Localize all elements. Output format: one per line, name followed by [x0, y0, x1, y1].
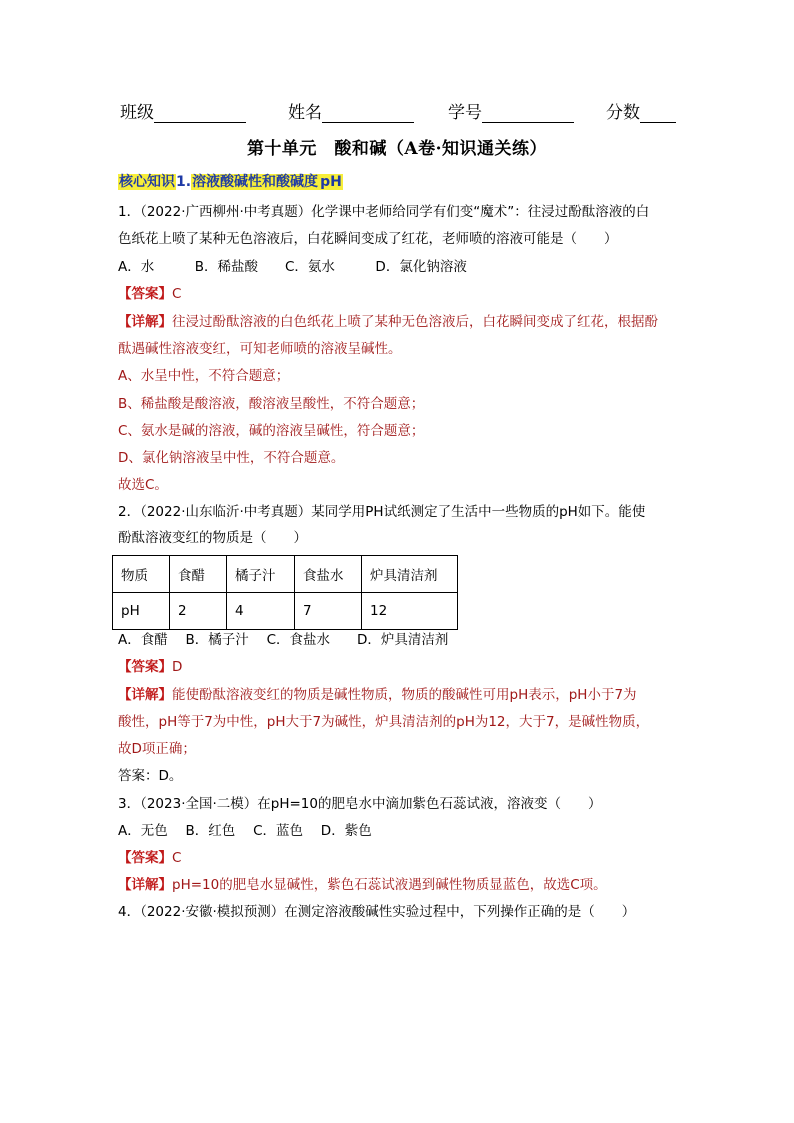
- class-field: [120, 98, 246, 123]
- student-info-header: [120, 98, 680, 122]
- q3-options: A．无色 B．红色 C．蓝色 D．紫色: [118, 823, 372, 839]
- score-blank: [640, 104, 676, 123]
- class-label: 班级: [120, 103, 154, 123]
- section-ph: pH: [320, 174, 342, 190]
- answer-tag: 【答案】: [118, 850, 172, 866]
- table-cell: 2: [170, 593, 227, 630]
- answer-tag: 【答案】: [118, 659, 172, 675]
- name-blank: [322, 104, 414, 123]
- explain-text: 能使酚酞溶液变红的物质是碱性物质，物质的酸碱性可用pH表示，pH小于7为: [172, 687, 637, 703]
- q1-explain-c: C、氨水是碱的溶液，碱的溶液呈碱性，符合题意；: [118, 423, 425, 439]
- q1-answer: [118, 285, 181, 303]
- section-topic: 溶液酸碱性和酸碱度: [192, 174, 319, 190]
- table-cell: 食醋: [170, 556, 227, 593]
- section-heading: [118, 171, 343, 191]
- table-cell: 物质: [113, 556, 170, 593]
- q2-explain-line2: 酸性，pH等于7为中性，pH大于7为碱性，炉具清洁剂的pH为12，大于7，是碱性物质，: [118, 714, 650, 730]
- table-cell: 4: [227, 593, 295, 630]
- answer-value: C: [172, 850, 182, 866]
- student-id-field: [448, 98, 574, 123]
- explain-tag: 【详解】: [118, 314, 172, 330]
- table-cell: pH: [113, 593, 170, 630]
- table-row: [113, 556, 458, 593]
- ph-table: [112, 555, 458, 630]
- q1-options: A．水 B．稀盐酸 C．氨水 D．氯化钠溶液: [118, 259, 467, 275]
- table-cell: 食盐水: [295, 556, 362, 593]
- q3-stem: 3．（2023·全国·二模）在pH=10的肥皂水中滴加紫色石蕊试液，溶液变（ ）: [118, 796, 602, 812]
- q1-explain-d: D、氯化钠溶液呈中性，不符合题意。: [118, 450, 345, 466]
- q2-explain-line3: 故D项正确；: [118, 741, 196, 757]
- answer-tag: 【答案】: [118, 286, 172, 302]
- q1-stem-line1: 1．（2022·广西柳州·中考真题）化学课中老师给同学有们变“魔术”：往浸过酚酞溶液的白: [118, 204, 650, 220]
- name-field: [288, 98, 414, 123]
- name-label: 姓名: [288, 103, 322, 123]
- score-label: 分数: [606, 103, 640, 123]
- explain-text: 往浸过酚酞溶液的白色纸花上喷了某种无色溶液后，白花瞬间变成了红花，根据酚: [172, 314, 658, 330]
- section-lead: 核心知识: [119, 174, 175, 190]
- student-id-blank: [482, 104, 574, 123]
- explain-text: pH=10的肥皂水显碱性，紫色石蕊试液遇到碱性物质显蓝色，故选C项。: [172, 877, 607, 893]
- q1-explain-a: A、水呈中性，不符合题意；: [118, 368, 290, 384]
- unit-title: 第十单元 酸和碱（A卷·知识通关练）: [246, 139, 548, 159]
- table-cell: 橘子汁: [227, 556, 295, 593]
- q2-conclusion: 答案：D。: [118, 768, 183, 784]
- score-field: [606, 98, 676, 123]
- answer-value: C: [172, 286, 182, 302]
- q2-answer: [118, 658, 182, 676]
- q1-conclusion: 故选C。: [118, 477, 168, 493]
- q2-options: A．食醋 B．橘子汁 C．食盐水 D．炉具清洁剂: [118, 632, 449, 648]
- table-cell: 7: [295, 593, 362, 630]
- q4-stem: 4．（2022·安徽·模拟预测）在测定溶液酸碱性实验过程中，下列操作正确的是（ ）: [118, 904, 636, 920]
- q1-explain-line2: 酞遇碱性溶液变红，可知老师喷的溶液呈碱性。: [118, 341, 402, 357]
- q2-stem-line1: 2．（2022·山东临沂·中考真题）某同学用PH试纸测定了生活中一些物质的pH如下。能使: [118, 504, 646, 520]
- q2-stem-line2: 酚酞溶液变红的物质是（ ）: [118, 530, 307, 546]
- table-cell: 12: [362, 593, 458, 630]
- table-cell: 炉具清洁剂: [362, 556, 458, 593]
- q1-explain-line1: [118, 313, 658, 331]
- q2-explain-line1: [118, 686, 637, 704]
- q3-explain: [118, 876, 607, 894]
- q1-explain-b: B、稀盐酸是酸溶液，酸溶液呈酸性，不符合题意；: [118, 396, 425, 412]
- student-id-label: 学号: [448, 103, 482, 123]
- table-row: [113, 593, 458, 630]
- class-blank: [154, 104, 246, 123]
- q3-answer: [118, 849, 181, 867]
- explain-tag: 【详解】: [118, 877, 172, 893]
- answer-value: D: [172, 659, 183, 675]
- section-number: 1.: [176, 174, 192, 190]
- explain-tag: 【详解】: [118, 687, 172, 703]
- q1-stem-line2: 色纸花上喷了某种无色溶液后，白花瞬间变成了红花，老师喷的溶液可能是（ ）: [118, 231, 618, 247]
